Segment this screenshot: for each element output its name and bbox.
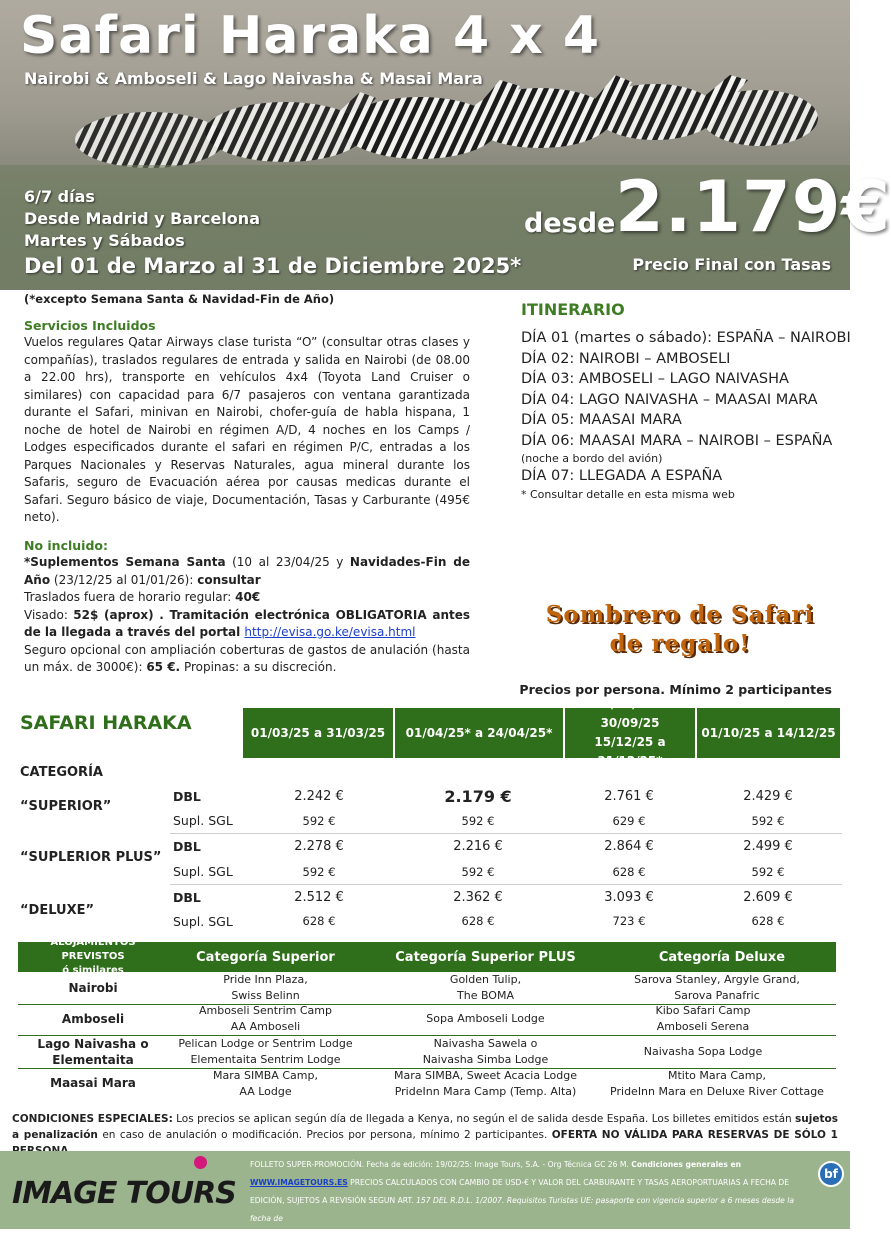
itinerary-day: DÍA 01 (martes o sábado): ESPAÑA – NAIROBI xyxy=(521,330,851,346)
lodging-name: AA Amboseli xyxy=(230,1020,301,1033)
period-header xyxy=(565,697,695,768)
category-name: “DELUXE” xyxy=(20,903,95,918)
bf-badge: bf xyxy=(818,1161,844,1187)
services-heading: Servicios Incluidos xyxy=(24,317,156,333)
transfers-price: 40€ xyxy=(235,590,261,604)
lodging-name: Pride Inn Plaza, xyxy=(223,973,308,986)
conditions-text: Los precios se aplican según día de llegada a Kenya, no según el de salida desde España. Los billetes emitidos están xyxy=(172,1113,796,1125)
lodging-cell xyxy=(168,1003,363,1035)
price-cell: 723 € xyxy=(612,914,646,928)
insurance-price: 65 €. xyxy=(146,660,181,674)
price-cell: 2.761 € xyxy=(604,789,654,804)
lodging-name: PrideInn Mara en Deluxe River Cottage xyxy=(610,1085,824,1098)
itinerary-heading: ITINERARIO xyxy=(521,300,625,319)
tips-text: Propinas: a su discreción. xyxy=(180,660,337,674)
price-cell: 2.242 € xyxy=(294,789,344,804)
itinerary xyxy=(521,300,851,502)
category-label: CATEGORÍA xyxy=(20,765,103,780)
departure-cities: Desde Madrid y Barcelona xyxy=(24,209,260,228)
validity-dates: Del 01 de Marzo al 31 de Diciembre 2025* xyxy=(24,254,522,278)
lodging-name: Mara SIMBA, Sweet Acacia Lodge xyxy=(394,1069,577,1082)
price-table-title: SAFARI HARAKA xyxy=(20,712,192,734)
conditions-bold: sujetos a penalización xyxy=(12,1113,838,1141)
price-cell: 592 € xyxy=(751,814,785,828)
footer-line: EDICIÓN, SUJETOS A REVISIÓN SEGUN ART. xyxy=(250,1196,417,1205)
image-tours-logo: IMAGE TOURS xyxy=(12,1176,236,1211)
period-header: 01/10/25 a 14/12/25 xyxy=(697,708,840,758)
lodging-category-header: Categoría Superior xyxy=(168,942,363,972)
supplements-text xyxy=(24,554,470,589)
lodging-name: Swiss Belinn xyxy=(231,989,300,1002)
footer-line-italic: regreso del viaje, y mínimo 2 páginas en blanco. Turistas no UE: consultar con su embajada. xyxy=(250,1232,602,1241)
lodging-cell xyxy=(363,1068,608,1100)
lodging-name: Golden Tulip, xyxy=(449,973,522,986)
price-cell: 3.093 € xyxy=(604,890,654,905)
lodging-header xyxy=(18,937,168,976)
lodging-city: Nairobi xyxy=(68,981,118,995)
supplement-label-2: Navidades-Fin de Año xyxy=(24,555,471,587)
lodging-name: Amboseli Serena xyxy=(656,1020,750,1033)
price-cell: 628 € xyxy=(612,865,646,879)
lodging-header-line: ó similares xyxy=(62,965,124,976)
insurance-label: Seguro opcional con ampliación coberturas de gastos de anulación (hasta un máx. de 3000€): xyxy=(24,642,470,674)
footer-legal-text xyxy=(250,1156,810,1246)
logo-dot xyxy=(194,1156,207,1169)
lodging-name: Mara SIMBA Camp, xyxy=(213,1069,318,1082)
price-cell: 2.429 € xyxy=(743,789,793,804)
row-divider xyxy=(170,833,842,834)
lodging-cell xyxy=(608,972,826,1004)
price-cell: 628 € xyxy=(302,914,336,928)
conditions-bold: OFERTA NO VÁLIDA PARA RESERVAS DE SÓLO 1 xyxy=(551,1129,838,1141)
price-cell: 628 € xyxy=(751,914,785,928)
supplement-dates-2: (23/12/25 al 01/01/26): xyxy=(50,572,198,587)
itinerary-day: DÍA 03: AMBOSELI – LAGO NAIVASHA xyxy=(521,371,789,387)
transfers-label: Traslados fuera de horario regular: xyxy=(24,590,236,604)
visa-text xyxy=(24,607,470,642)
price-cell: 628 € xyxy=(461,914,495,928)
headline-price: 2.179€ xyxy=(615,166,891,248)
lodging-name: Amboseli Sentrim Camp xyxy=(198,1004,332,1017)
not-included-heading: No incluido: xyxy=(24,537,108,553)
lodging-name: Sarova Stanley, Argyle Grand, xyxy=(634,973,800,986)
lodging-name: AA Lodge xyxy=(239,1085,292,1098)
lodging-city-line: Elementaita xyxy=(52,1053,134,1067)
price-cell: 2.499 € xyxy=(743,839,793,854)
destinations-subtitle: Nairobi & Amboseli & Lago Naivasha & Masai Mara xyxy=(24,69,483,88)
sgl-label: Supl. SGL xyxy=(173,813,233,828)
lodging-name: Mtito Mara Camp, xyxy=(667,1069,766,1082)
visa-label: Visado: xyxy=(24,607,74,622)
date-exception-note: (*excepto Semana Santa & Navidad-Fin de Año) xyxy=(24,292,335,306)
price-cell: 592 € xyxy=(302,814,336,828)
category-name: “SUPERIOR” xyxy=(20,799,112,814)
trip-duration: 6/7 días xyxy=(24,187,95,206)
services-text: Vuelos regulares Qatar Airways clase turista “O” (consultar otras clases y compañías), traslados regulares de entrada y salida en Nairobi (de 08.00 a 22.00 hrs), transporte en vehículos 4x4 (Toyota Land Cruiser o similares) con capacidad para 6/7 pasajeros con ventana garantizada durante el Safari, minivan en Nairobi, chofer-guía de habla hispana, 1 noche de hotel de Nairobi en régimen A/D, 4 noches en los Camps / Lodges especificados durante el safari en régimen P/C, entradas a los Parques Nacionales y Reservas Naturales, agua mineral durante los Safaris, seguro de Evacuación aérea por causas medicas durante el Safari. Seguro básico de viaje, Documentación, Tasas y Carburante (495€ neto). xyxy=(24,335,470,524)
supplement-label: *Suplementos Semana Santa xyxy=(24,555,226,569)
price-prefix: desde xyxy=(524,208,616,239)
lodging-cell xyxy=(168,1068,363,1100)
lodging-city-line: Lago Naivasha o xyxy=(37,1037,149,1051)
lodging-name: PrideInn Mara Camp (Temp. Alta) xyxy=(394,1085,577,1098)
lodging-cell xyxy=(608,1003,798,1035)
conditions-text: en caso de anulación o modificación. Precios por persona, mínimo 2 participantes. xyxy=(97,1129,552,1141)
itinerary-footnote: * Consultar detalle en esta misma web xyxy=(521,487,735,501)
price-cell: 592 € xyxy=(302,865,336,879)
conditions-label: CONDICIONES ESPECIALES: xyxy=(12,1113,173,1125)
price-cell: 629 € xyxy=(612,814,646,828)
price-cell: 592 € xyxy=(461,814,495,828)
visa-price: 52$ (aprox) . Tramitación electrónica OBLIGATORIA antes de la llegada a través del portal xyxy=(24,607,471,639)
footer-line: FOLLETO SUPER-PROMOCIÓN. Fecha de edición: 19/02/25: Image Tours, S.A. - Org Técnica GC 26 M. xyxy=(250,1160,632,1169)
itinerary-day-note: (noche a bordo del avión) xyxy=(521,452,663,465)
lodging-name: Naivasha Simba Lodge xyxy=(422,1053,549,1066)
promo-line-2: de regalo! xyxy=(609,630,751,657)
lodging-cell: Naivasha Sopa Lodge xyxy=(643,1045,763,1058)
lodging-name: Elementaita Sentrim Lodge xyxy=(190,1053,341,1066)
lodging-header-line: ALOJAMIENTOS PREVISTOS xyxy=(50,937,136,962)
lodging-cell xyxy=(168,1036,363,1068)
itinerary-day: DÍA 02: NAIROBI – AMBOSELI xyxy=(521,350,731,367)
price-note: Precio Final con Tasas xyxy=(632,255,831,274)
dbl-label: DBL xyxy=(173,839,201,854)
dbl-label: DBL xyxy=(173,789,201,804)
lodging-city xyxy=(18,1036,168,1068)
lodging-cell xyxy=(363,1036,608,1068)
lodging-cell xyxy=(608,1068,826,1100)
lodging-name: Pelican Lodge or Sentrim Lodge xyxy=(178,1037,353,1050)
lodging-city: Maasai Mara xyxy=(50,1076,136,1090)
departure-days: Martes y Sábados xyxy=(24,231,185,250)
price-cell: 2.609 € xyxy=(743,890,793,905)
price-cell: 592 € xyxy=(751,865,785,879)
period-header-line: 25/06/25 a 30/09/25 xyxy=(594,697,666,730)
price-cell: 2.512 € xyxy=(294,890,344,905)
period-header-line: 15/12/25 a 31/12/25* xyxy=(594,735,666,768)
website-link[interactable]: WWW.IMAGETOURS.ES xyxy=(250,1178,348,1187)
price-cell: 2.864 € xyxy=(604,839,654,854)
lodging-cell xyxy=(363,972,608,1004)
lodging-name: Sarova Panafric xyxy=(674,989,760,1002)
period-header: 01/04/25* a 24/04/25* xyxy=(395,708,563,758)
hero-banner xyxy=(0,0,891,290)
price-cell: 2.362 € xyxy=(453,890,503,905)
footer-line: PRECIOS CALCULADOS CON CAMBIO DE USD-€ Y VALOR DEL CARBURANTE Y TASAS AEROPORTUARIAS A FECHA DE xyxy=(347,1178,790,1187)
footer-line-bold: Condiciones generales en xyxy=(631,1160,742,1169)
price-cell: 592 € xyxy=(461,865,495,879)
dbl-label: DBL xyxy=(173,890,201,905)
supplement-dates-1: (10 al 23/04/25 y xyxy=(225,555,350,569)
lodging-name: The BOMA xyxy=(457,989,514,1002)
itinerary-day: DÍA 06: MAASAI MARA – NAIROBI – ESPAÑA xyxy=(521,432,833,449)
period-header: 01/03/25 a 31/03/25 xyxy=(243,708,393,758)
lodging-category-header: Categoría Superior PLUS xyxy=(363,942,608,972)
itinerary-day: DÍA 04: LAGO NAIVASHA – MAASAI MARA xyxy=(521,391,818,408)
lodging-cell xyxy=(168,972,363,1004)
page-title: Safari Haraka 4 x 4 xyxy=(20,6,601,66)
lodging-category-header: Categoría Deluxe xyxy=(608,942,836,972)
promo-gift xyxy=(530,600,830,658)
sgl-label: Supl. SGL xyxy=(173,914,233,929)
row-divider xyxy=(170,884,842,885)
transfers-text xyxy=(24,589,470,607)
insurance-text xyxy=(24,642,470,677)
evisa-link[interactable]: http://evisa.go.ke/evisa.html xyxy=(244,625,416,639)
supplement-consult: consultar xyxy=(197,572,261,587)
category-name: “SUPLERIOR PLUS” xyxy=(20,850,162,865)
lodging-city: Amboseli xyxy=(61,1012,125,1026)
lodging-name: Naivasha Sawela o xyxy=(433,1037,538,1050)
price-cell-highlight: 2.179 € xyxy=(444,787,512,806)
itinerary-day: DÍA 07: LLEGADA A ESPAÑA xyxy=(521,468,723,484)
footer-line-italic: 157 DEL R.D.L. 1/2007. Requisitos Turistas UE: pasaporte con vigencia superior a 6 meses desde la fecha de xyxy=(250,1196,795,1223)
price-cell: 2.216 € xyxy=(453,839,503,854)
lodging-cell: Sopa Amboseli Lodge xyxy=(426,1012,545,1025)
promo-line-1: Sombrero de Safari xyxy=(545,601,815,628)
lodging-name: Kibo Safari Camp xyxy=(655,1004,751,1017)
prices-note: Precios por persona. Mínimo 2 participantes xyxy=(519,682,832,697)
sgl-label: Supl. SGL xyxy=(173,864,233,879)
services-column xyxy=(24,290,470,677)
itinerary-day: DÍA 05: MAASAI MARA xyxy=(521,412,682,428)
price-cell: 2.278 € xyxy=(294,839,344,854)
